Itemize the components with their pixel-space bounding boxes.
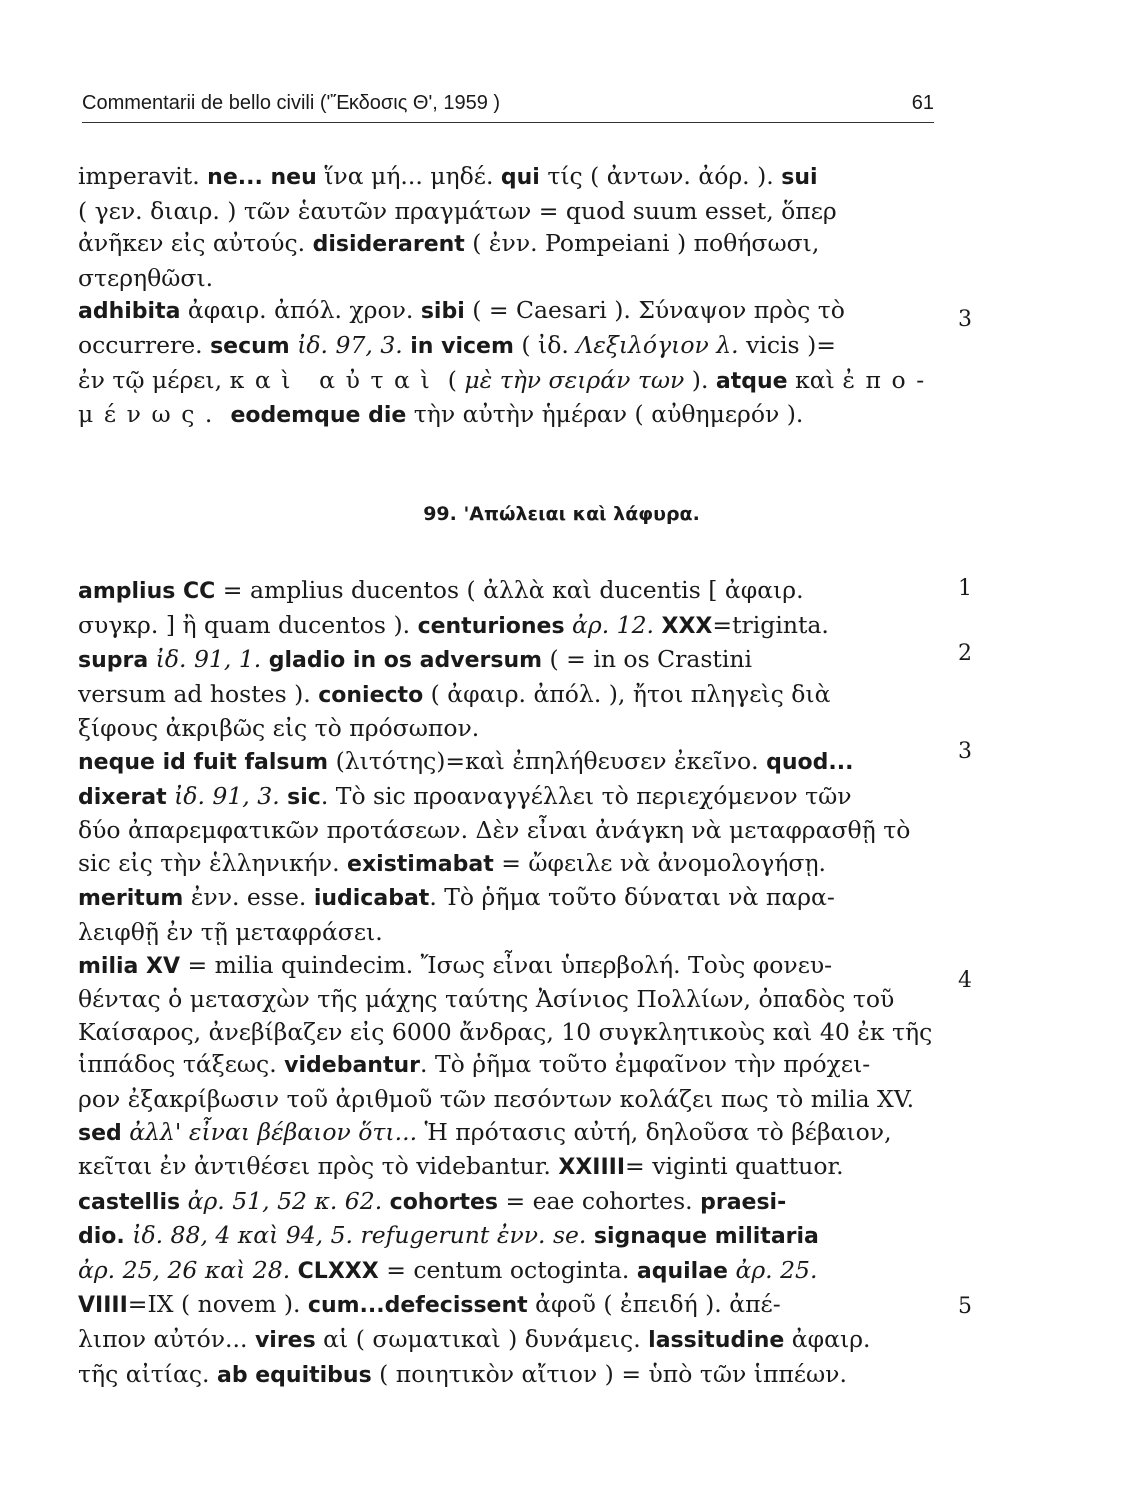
text-line: ἐν τῷ μέρει, καὶ αὐταὶ ( μὲ τὴν σειράν των ). atque καὶ ἐπο- <box>78 365 935 394</box>
text-line: ξίφους ἀκριβῶς εἰς τὸ πρόσωπον. <box>78 714 480 743</box>
text-line: λιπον αὐτόν... vires αἱ ( σωματικαὶ ) δυνάμεις. lassitudine ἀφαιρ. <box>78 1325 871 1354</box>
text-line: neque id fuit falsum (λιτότης)=καὶ ἐπηλήθευσεν ἐκεῖνο. quod... <box>78 746 854 775</box>
margin-number: 3 <box>958 739 972 764</box>
text-line: τῆς αἰτίας. ab equitibus ( ποιητικὸν αἴτιον ) = ὑπὸ τῶν ἱππέων. <box>78 1359 847 1388</box>
text-line: occurrere. secum ἰδ. 97, 3. in vicem ( ἰδ. Λεξιλόγιον λ. vicis )= <box>78 330 836 359</box>
text-line: ἀνῆκεν εἰς αὐτούς. disiderarent ( ἐνν. Pompeiani ) ποθήσωσι, <box>78 229 820 258</box>
text-line: sed ἀλλ' εἶναι βέβαιον ὅτι... Ἡ πρότασις αὐτή, δηλοῦσα τὸ βέβαιον, <box>78 1117 892 1146</box>
text-line: θέντας ὁ μετασχὼν τῆς μάχης ταύτης Ἀσίνιος Πολλίων, ὀπαδὸς τοῦ <box>78 985 895 1014</box>
margin-number: 4 <box>958 968 972 993</box>
text-line: amplius CC = amplius ducentos ( ἀλλὰ καὶ ducentis [ ἀφαιρ. <box>78 576 804 604</box>
margin-number: 1 <box>958 576 972 601</box>
text-line: δύο ἀπαρεμφατικῶν προτάσεων. Δὲν εἶναι ἀνάγκη νὰ μεταφρασθῇ τὸ <box>78 816 911 845</box>
text-line: castellis ἀρ. 51, 52 κ. 62. cohortes = eae cohortes. praesi- <box>78 1186 787 1215</box>
text-line: dio. ἰδ. 88, 4 καὶ 94, 5. refugerunt ἐνν. se. signaque militaria <box>78 1221 819 1250</box>
text-line: ρον ἐξακρίβωσιν τοῦ ἀριθμοῦ τῶν πεσόντων κολάζει πως τὸ milia XV. <box>78 1084 915 1113</box>
text-line: ( γεν. διαιρ. ) τῶν ἑαυτῶν πραγμάτων = quod suum esset, ὅπερ <box>78 196 837 225</box>
text-line: Καίσαρος, ἀνεβίβαζεν εἰς 6000 ἄνδρας, 10 συγκλητικοὺς καὶ 40 ἐκ τῆς <box>78 1017 933 1046</box>
section-heading: 99. 'Απώλειαι καὶ λάφυρα. <box>423 503 700 525</box>
text-line: supra ἰδ. 91, 1. gladio in os adversum ( = in os Crastini <box>78 645 753 674</box>
running-title: Commentarii de bello civili ('Ἔκδοσις Θ', 1959 ) <box>82 92 501 114</box>
text-line: milia XV = milia quindecim. Ἴσως εἶναι ὑπερβολή. Τοὺς φονευ- <box>78 950 833 979</box>
running-head <box>82 88 934 123</box>
text-line: meritum ἐνν. esse. iudicabat. Τὸ ῥῆμα τοῦτο δύναται νὰ παρα- <box>78 883 835 912</box>
margin-number: 3 <box>958 307 972 332</box>
text-line: κεῖται ἐν ἀντιθέσει πρὸς τὸ videbantur. XXIIII= viginti quattuor. <box>78 1152 844 1181</box>
text-line: imperavit. ne... neu ἵνα μή... μηδέ. qui τίς ( ἀντων. ἀόρ. ). sui <box>78 162 818 190</box>
commentary-block-top <box>78 160 936 433</box>
text-line: ἱππάδος τάξεως. videbantur. Τὸ ῥῆμα τοῦτο ἐμφαῖνον τὴν πρόχει- <box>78 1050 871 1079</box>
text-line: λειφθῇ ἐν τῇ μεταφράσει. <box>78 917 383 946</box>
margin-number: 5 <box>958 1294 972 1319</box>
text-line: ἀρ. 25, 26 καὶ 28. CLXXX = centum octoginta. aquilae ἀρ. 25. <box>78 1255 818 1284</box>
margin-number: 2 <box>958 641 972 666</box>
text-line: συγκρ. ] ἢ quam ducentos ). centuriones ἀρ. 12. XXX=triginta. <box>78 610 829 639</box>
text-line: μένως. eodemque die τὴν αὐτὴν ἡμέραν ( αὐθημερόν ). <box>78 400 804 429</box>
text-line: versum ad hostes ). coniecto ( ἀφαιρ. ἀπόλ. ), ἤτοι πληγεὶς διὰ <box>78 679 831 708</box>
text-line: dixerat ἰδ. 91, 3. sic. Τὸ sic προαναγγέλλει τὸ περιεχόμενον τῶν <box>78 781 852 810</box>
commentary-block-main <box>78 574 936 1392</box>
page-number: 61 <box>911 92 934 114</box>
text-line: adhibita ἀφαιρ. ἀπόλ. χρον. sibi ( = Caesari ). Σύναψον πρὸς τὸ <box>78 296 845 325</box>
text-line: sic εἰς τὴν ἑλληνικήν. existimabat = ὤφειλε νὰ ἀνομολογήσῃ. <box>78 848 827 877</box>
text-line: στερηθῶσι. <box>78 263 214 292</box>
text-line: VIIII=IX ( novem ). cum...defecissent ἀφοῦ ( ἐπειδή ). ἀπέ- <box>78 1290 781 1319</box>
